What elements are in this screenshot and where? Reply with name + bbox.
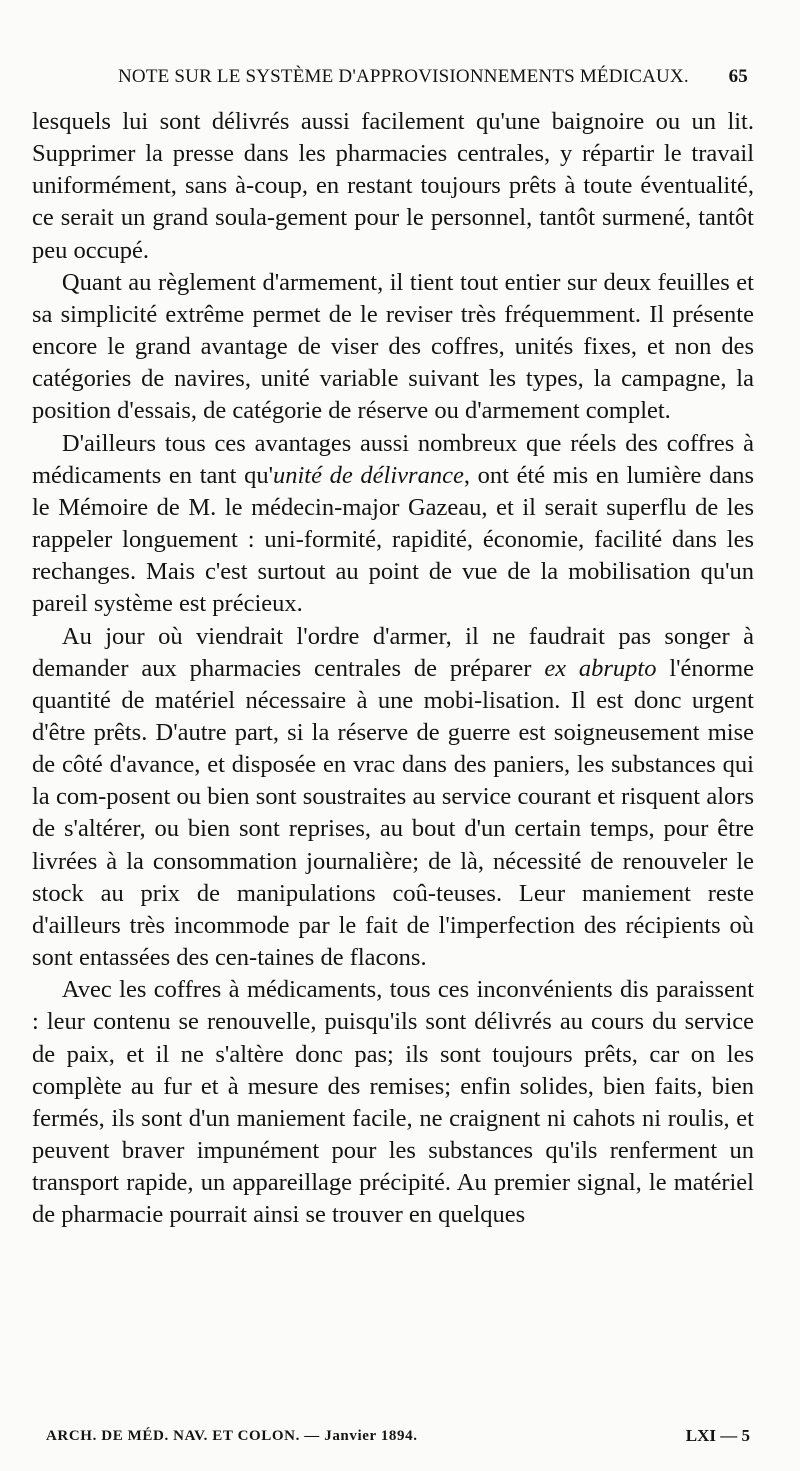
paragraph-text: Quant au règlement d'armement, il tient tout entier sur deux feuilles et sa simplicité extrême permet de le reviser très fréquemment. Il présente encore le grand avantage de viser des coffres, unités fixes, et non des catégories de navires, unité variable suivant les types, la campagne, la position d'essais, de catégorie de réserve ou d'armement complet. — [32, 268, 754, 425]
paragraph — [32, 267, 754, 428]
italic-phrase: ex abrupto — [544, 654, 657, 682]
body-text — [32, 106, 754, 1231]
paragraph-text: lesquels lui sont délivrés aussi facilement qu'une baignoire ou un lit. Supprimer la presse dans les pharmacies centrales, y répartir le travail uniformément, sans à-coup, en restant toujours prêts à toute éventualité, ce serait un grand soula-gement pour le personnel, tantôt surmené, tantôt peu occupé. — [32, 108, 754, 264]
paragraph — [32, 974, 754, 1231]
paragraph — [32, 621, 754, 975]
paragraph-text: Avec les coffres à médicaments, tous ces inconvénients dis paraissent : leur contenu se renouvelle, puisqu'ils sont délivrés au cours du service de paix, et il ne s'altère donc pas; ils sont toujours prêts, car on les complète au fur et à mesure des remises; enfin solides, bien faits, bien fermés, ils sont d'un maniement facile, ne craignent ni cahots ni roulis, et peuvent braver impunément pour les substances qu'ils renferment un transport rapide, un appareillage précipité. Au premier signal, le matériel de pharmacie pourrait ainsi se trouver en quelques — [32, 976, 754, 1229]
journal-citation: ARCH. DE MÉD. NAV. ET COLON. — Janvier 1894. — [46, 1428, 418, 1444]
running-header — [52, 66, 748, 92]
page-number: 65 — [728, 66, 748, 87]
running-title: NOTE SUR LE SYSTÈME D'APPROVISIONNEMENTS MÉDICAUX. — [118, 66, 689, 87]
signature-mark: LXI — 5 — [685, 1426, 750, 1445]
page-footer — [46, 1426, 754, 1450]
paragraph — [32, 106, 754, 267]
paragraph-text: l'énorme quantité de matériel nécessaire à une mobi-lisation. Il est donc urgent d'être prêts. D'autre part, si la réserve de guerre est soigneusement mise de côté d'avance, et disposée en vrac dans des paniers, les substances qui la com-posent ou bien sont soustraites au service courant et risquent alors de s'altérer, ou bien sont reprises, au bout d'un certain temps, pour être livrées à la consommation journalière; de là, nécessité de renouveler le stock au prix de manipulations coû-teuses. Leur maniement reste d'ailleurs très incommode par le fait de l'imperfection des récipients où sont entassées des cen-taines de flacons. — [32, 654, 755, 972]
paragraph-text: , ont été mis en lumière dans le Mémoire de M. le médecin-major Gazeau, et il serait superflu de les rappeler longuement : uni-formité, rapidité, économie, facilité dans les rechanges. Mais c'est surtout au point de vue de la mobilisation qu'un pareil système est précieux. — [32, 461, 754, 618]
paragraph — [32, 428, 754, 621]
italic-phrase: unité de délivrance — [273, 461, 464, 489]
paragraph-text: Au jour où viendrait l'ordre d'armer, il ne faudrait pas songer à demander aux pharmacies centrales de préparer — [32, 622, 754, 682]
paragraph-text: D'ailleurs tous ces avantages aussi nombreux que réels des coffres à médicaments en tant qu' — [32, 429, 754, 489]
